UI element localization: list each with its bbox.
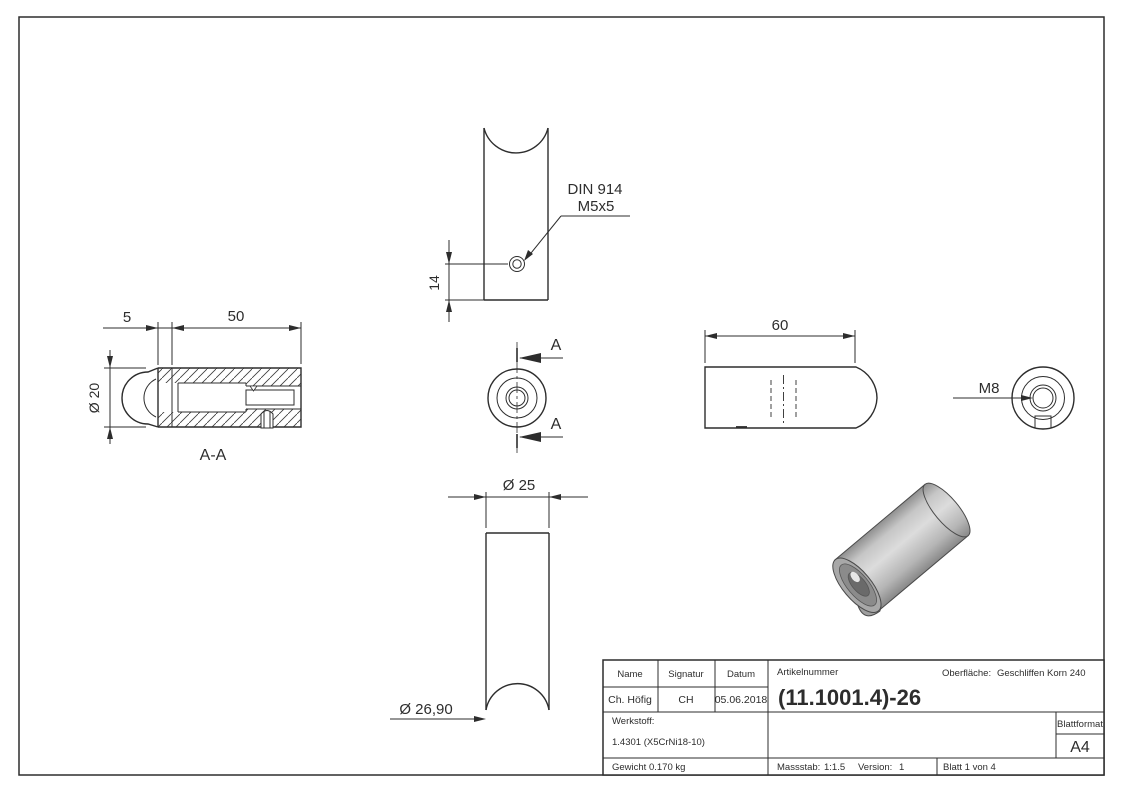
dim-14-label: 14 — [426, 275, 442, 291]
dim-60-label: 60 — [771, 317, 789, 334]
dim-dia25 — [448, 477, 588, 528]
dim-5-50 — [103, 308, 301, 365]
dim-14 — [426, 240, 508, 322]
note-line1: DIN 914 — [567, 181, 623, 198]
dim-dia20 — [86, 350, 146, 444]
note-m8 — [953, 380, 1033, 401]
cut-plane-marks — [517, 337, 563, 448]
saddle-arc-bottom — [486, 684, 549, 710]
thread-bore — [246, 390, 294, 405]
section-label: A-A — [199, 447, 227, 464]
dim-dia2690-label: Ø 26,90 — [399, 701, 453, 718]
tb-massstab-label: Massstab: — [777, 762, 821, 773]
note-line2: M5x5 — [577, 198, 615, 215]
side-view — [705, 317, 877, 428]
saddle-arc-top — [484, 128, 548, 153]
title-block — [603, 660, 1104, 775]
tb-werkstoff: 1.4301 (X5CrNi18-10) — [612, 737, 705, 748]
tb-col-name: Name — [617, 669, 643, 680]
tb-artikelnummer-label: Artikelnummer — [777, 667, 839, 678]
dim-dia25-label: Ø 25 — [502, 477, 536, 494]
tb-version-label: Version: — [858, 762, 893, 773]
cut-label-bottom: A — [550, 416, 562, 433]
tb-artikelnummer: (11.1001.4)-26 — [778, 685, 922, 710]
tb-massstab: 1:1.5 — [824, 762, 846, 773]
set-screw-notch — [1035, 416, 1051, 428]
tb-gewicht: Gewicht 0.170 kg — [612, 762, 686, 773]
tb-werkstoff-label: Werkstoff: — [612, 716, 655, 727]
tb-blatt: Blatt 1 von 4 — [943, 762, 996, 773]
thread-end-view — [953, 367, 1074, 429]
set-screw-hole — [510, 257, 525, 272]
set-screw — [261, 411, 273, 429]
detail-view-set-screw — [426, 128, 630, 322]
tb-blattformat-label: Blattformat — [1057, 719, 1103, 730]
tb-oberflaeche: Geschliffen Korn 240 — [997, 668, 1086, 679]
dim-5-label: 5 — [122, 309, 132, 326]
tb-datum: 05.06.2018 — [714, 694, 768, 706]
dome-cap-outline — [122, 368, 158, 427]
tb-name: Ch. Höfig — [608, 694, 652, 706]
dim-50-label: 50 — [227, 308, 245, 325]
tb-version: 1 — [899, 762, 905, 773]
tb-col-datum: Datum — [727, 669, 755, 680]
tb-blattformat: A4 — [1070, 739, 1090, 756]
tb-signatur: CH — [678, 694, 694, 706]
dim-60 — [705, 317, 855, 363]
tb-col-signatur: Signatur — [668, 669, 704, 680]
dome-cap-inner — [144, 379, 156, 417]
thread-label: M8 — [978, 380, 1000, 397]
cut-label-top: A — [550, 337, 562, 354]
dim-dia20-label: Ø 20 — [86, 382, 102, 414]
front-view — [390, 477, 588, 722]
note-din914 — [524, 181, 630, 261]
isometric-view — [825, 477, 978, 621]
end-view-cut-plane — [488, 337, 563, 454]
section-view-a-a — [86, 308, 301, 464]
dim-dia2690 — [390, 701, 486, 722]
tb-oberflaeche-label: Oberfläche: — [942, 668, 992, 679]
